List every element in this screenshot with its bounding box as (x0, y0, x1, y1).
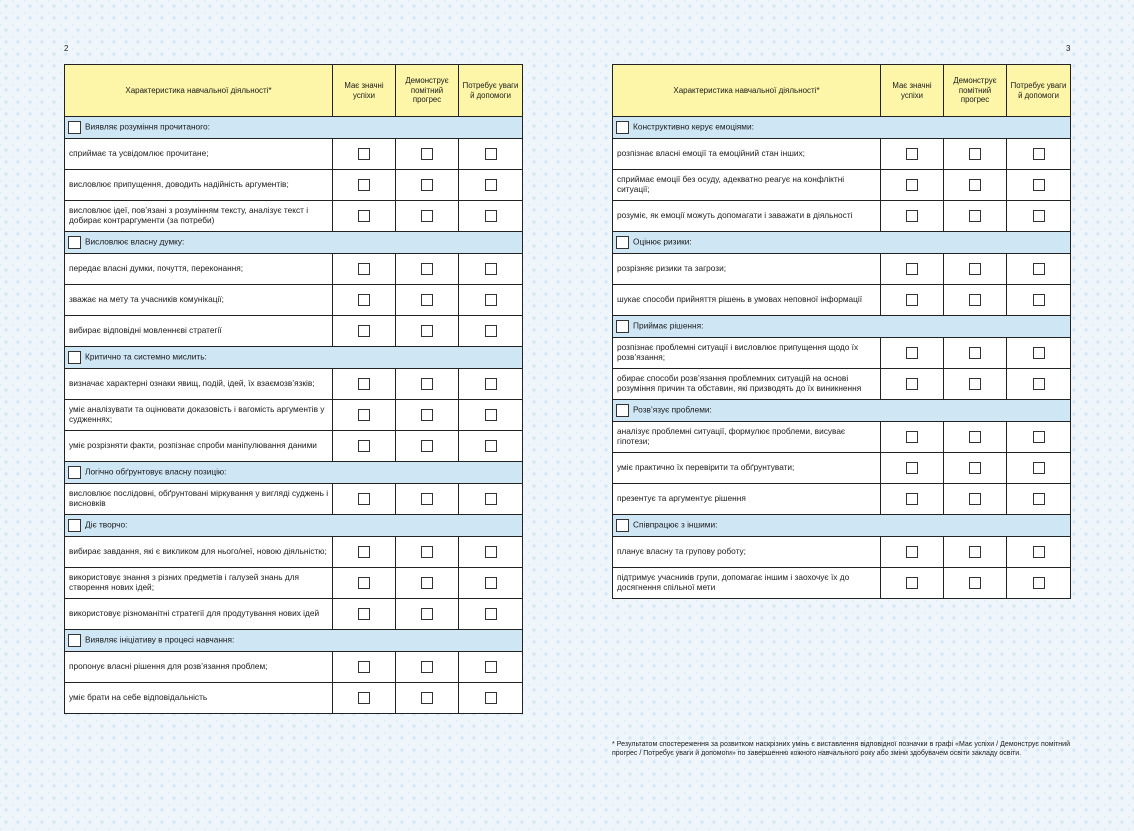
needs-attention-checkbox[interactable] (1033, 294, 1045, 306)
section-checkbox[interactable] (68, 634, 81, 647)
checkbox-cell (459, 400, 523, 431)
section-title: Співпрацює з іншими: (633, 519, 718, 530)
section-title: Конструктивно керує емоціями: (633, 121, 754, 132)
checkbox-cell (459, 369, 523, 400)
noticeable-progress-checkbox[interactable] (421, 493, 433, 505)
noticeable-progress-checkbox[interactable] (421, 661, 433, 673)
table-row (613, 338, 1071, 369)
section-cell (65, 117, 523, 139)
noticeable-progress-checkbox[interactable] (421, 263, 433, 275)
needs-attention-checkbox[interactable] (485, 661, 497, 673)
checkbox-cell (881, 139, 944, 170)
checkbox-cell (1007, 568, 1071, 599)
section-cell (65, 347, 523, 369)
checkbox-cell (944, 338, 1007, 369)
section-title: Розв’язує проблеми: (633, 404, 712, 415)
table-row (65, 652, 523, 683)
needs-attention-checkbox[interactable] (485, 263, 497, 275)
section-checkbox[interactable] (616, 320, 629, 333)
checkbox-cell (1007, 139, 1071, 170)
checkbox-cell (396, 400, 459, 431)
checkbox-cell (396, 285, 459, 316)
needs-attention-checkbox[interactable] (485, 210, 497, 222)
table-row (613, 568, 1071, 599)
checkbox-cell (333, 254, 396, 285)
criterion-text: уміє практично їх перевірити та обґрунтувати; (613, 453, 881, 484)
table-row (65, 170, 523, 201)
checkbox-cell (396, 170, 459, 201)
significant-success-checkbox[interactable] (906, 179, 918, 191)
table-row (613, 254, 1071, 285)
significant-success-checkbox[interactable] (358, 661, 370, 673)
noticeable-progress-checkbox[interactable] (969, 210, 981, 222)
checkbox-cell (333, 170, 396, 201)
checkbox-cell (333, 316, 396, 347)
checkbox-cell (396, 201, 459, 232)
criterion-text: планує власну та групову роботу; (613, 537, 881, 568)
section-cell (613, 400, 1071, 422)
criterion-text: уміє аналізувати та оцінювати доказовість і вагомість аргументів у судженнях; (65, 400, 333, 431)
section-checkbox[interactable] (68, 236, 81, 249)
table-row (65, 369, 523, 400)
table-row (613, 484, 1071, 515)
significant-success-checkbox[interactable] (906, 347, 918, 359)
significant-success-checkbox[interactable] (358, 577, 370, 589)
significant-success-checkbox[interactable] (358, 608, 370, 620)
table-row (65, 537, 523, 568)
section-row (65, 630, 523, 652)
section-row (65, 515, 523, 537)
checkbox-cell (459, 484, 523, 515)
checkbox-cell (944, 422, 1007, 453)
checkbox-cell (459, 599, 523, 630)
checkbox-cell (333, 537, 396, 568)
checkbox-cell (881, 285, 944, 316)
header-significant-success: Має значні успіхи (881, 65, 944, 117)
section-title: Виявляє ініціативу в процесі навчання: (85, 634, 235, 645)
checkbox-cell (396, 537, 459, 568)
section-checkbox[interactable] (616, 519, 629, 532)
table-row (613, 170, 1071, 201)
table-row (65, 139, 523, 170)
checkbox-cell (1007, 338, 1071, 369)
checkbox-cell (396, 316, 459, 347)
checkbox-cell (459, 683, 523, 714)
criterion-text: розуміє, як емоції можуть допомагати і заважати в діяльності (613, 201, 881, 232)
page-number-left: 2 (64, 44, 69, 53)
significant-success-checkbox[interactable] (906, 210, 918, 222)
header-characteristic: Характеристика навчальної діяльності* (613, 65, 881, 117)
section-title: Висловлює власну думку: (85, 236, 185, 247)
header-needs-attention: Потребує уваги й допомоги (459, 65, 523, 117)
noticeable-progress-checkbox[interactable] (969, 148, 981, 160)
noticeable-progress-checkbox[interactable] (421, 440, 433, 452)
checkbox-cell (396, 599, 459, 630)
noticeable-progress-checkbox[interactable] (969, 431, 981, 443)
header-characteristic: Характеристика навчальної діяльності* (65, 65, 333, 117)
significant-success-checkbox[interactable] (358, 325, 370, 337)
needs-attention-checkbox[interactable] (485, 325, 497, 337)
noticeable-progress-checkbox[interactable] (421, 608, 433, 620)
criterion-text: вибирає відповідні мовленнєві стратегії (65, 316, 333, 347)
needs-attention-checkbox[interactable] (1033, 378, 1045, 390)
checkbox-cell (944, 254, 1007, 285)
needs-attention-checkbox[interactable] (1033, 210, 1045, 222)
footnote: * Результатом спостереження за розвитком наскрізних умінь є виставлення відповідної позначки в графі «Має успіхи / Демонструє помітний прогрес / Потребує уваги й допомоги» по завершенню кожного навчального року або зміни здобувачем освіти закладу освіти. (612, 741, 1070, 758)
checkbox-cell (333, 484, 396, 515)
criterion-text: презентує та аргументує рішення (613, 484, 881, 515)
significant-success-checkbox[interactable] (906, 294, 918, 306)
checkbox-cell (881, 568, 944, 599)
checkbox-cell (881, 537, 944, 568)
checkbox-cell (881, 369, 944, 400)
section-checkbox[interactable] (68, 351, 81, 364)
needs-attention-checkbox[interactable] (485, 409, 497, 421)
section-cell (613, 232, 1071, 254)
table-row (65, 400, 523, 431)
table-row (613, 201, 1071, 232)
header-noticeable-progress: Демонструє помітний прогрес (396, 65, 459, 117)
section-row (613, 400, 1071, 422)
significant-success-checkbox[interactable] (358, 493, 370, 505)
noticeable-progress-checkbox[interactable] (421, 378, 433, 390)
section-cell (65, 515, 523, 537)
section-row (613, 316, 1071, 338)
criterion-text: шукає способи прийняття рішень в умовах неповної інформації (613, 285, 881, 316)
significant-success-checkbox[interactable] (906, 263, 918, 275)
checkbox-cell (1007, 369, 1071, 400)
checkbox-cell (459, 316, 523, 347)
checkbox-cell (944, 568, 1007, 599)
noticeable-progress-checkbox[interactable] (969, 546, 981, 558)
significant-success-checkbox[interactable] (358, 546, 370, 558)
checkbox-cell (333, 652, 396, 683)
significant-success-checkbox[interactable] (358, 409, 370, 421)
checkbox-cell (944, 484, 1007, 515)
significant-success-checkbox[interactable] (906, 431, 918, 443)
checkbox-cell (944, 139, 1007, 170)
table-row (65, 285, 523, 316)
noticeable-progress-checkbox[interactable] (421, 546, 433, 558)
section-row (613, 515, 1071, 537)
section-title: Діє творчо: (85, 519, 128, 530)
needs-attention-checkbox[interactable] (1033, 493, 1045, 505)
table-row (65, 568, 523, 599)
noticeable-progress-checkbox[interactable] (421, 210, 433, 222)
table-row (65, 431, 523, 462)
criterion-text: використовує знання з різних предметів і галузей знань для створення нових ідей; (65, 568, 333, 599)
table-row (613, 285, 1071, 316)
needs-attention-checkbox[interactable] (1033, 546, 1045, 558)
significant-success-checkbox[interactable] (906, 462, 918, 474)
criterion-text: обирає способи розв’язання проблемних ситуацій на основі розуміння причин та обставин, які призводять до їх виникнення (613, 369, 881, 400)
section-row (65, 462, 523, 484)
checkbox-cell (459, 652, 523, 683)
criterion-text: використовує різноманітні стратегії для продутування нових ідей (65, 599, 333, 630)
needs-attention-checkbox[interactable] (1033, 462, 1045, 474)
checkbox-cell (396, 139, 459, 170)
checkbox-cell (459, 537, 523, 568)
noticeable-progress-checkbox[interactable] (969, 263, 981, 275)
significant-success-checkbox[interactable] (358, 179, 370, 191)
table-row (65, 201, 523, 232)
criterion-text: висловлює припущення, доводить надійність аргументів; (65, 170, 333, 201)
section-cell (613, 316, 1071, 338)
noticeable-progress-checkbox[interactable] (421, 577, 433, 589)
criterion-text: уміє брати на себе відповідальність (65, 683, 333, 714)
checkbox-cell (944, 369, 1007, 400)
header-significant-success: Має значні успіхи (333, 65, 396, 117)
checkbox-cell (459, 201, 523, 232)
criterion-text: розрізняє ризики та загрози; (613, 254, 881, 285)
header-needs-attention: Потребує уваги й допомоги (1007, 65, 1071, 117)
criterion-text: пропонує власні рішення для розв’язання проблем; (65, 652, 333, 683)
section-title: Приймає рішення: (633, 320, 704, 331)
significant-success-checkbox[interactable] (906, 148, 918, 160)
checkbox-cell (881, 484, 944, 515)
page-number-right: 3 (1066, 44, 1071, 53)
section-cell (65, 462, 523, 484)
checkbox-cell (459, 431, 523, 462)
table-row (65, 254, 523, 285)
section-checkbox[interactable] (616, 236, 629, 249)
checkbox-cell (1007, 537, 1071, 568)
needs-attention-checkbox[interactable] (1033, 179, 1045, 191)
checkbox-cell (1007, 422, 1071, 453)
noticeable-progress-checkbox[interactable] (421, 179, 433, 191)
criterion-text: висловлює послідовні, обґрунтовані міркування у вигляді суджень і висновків (65, 484, 333, 515)
checkbox-cell (396, 431, 459, 462)
checkbox-cell (881, 201, 944, 232)
needs-attention-checkbox[interactable] (485, 179, 497, 191)
criterion-text: розпізнає власні емоції та емоційний стан інших; (613, 139, 881, 170)
checkbox-cell (333, 139, 396, 170)
checkbox-cell (333, 431, 396, 462)
checkbox-cell (333, 285, 396, 316)
needs-attention-checkbox[interactable] (485, 440, 497, 452)
checkbox-cell (396, 484, 459, 515)
evaluation-table-right (612, 64, 1071, 599)
section-title: Виявляє розуміння прочитаного: (85, 121, 210, 132)
checkbox-cell (944, 170, 1007, 201)
needs-attention-checkbox[interactable] (1033, 431, 1045, 443)
section-cell (65, 232, 523, 254)
noticeable-progress-checkbox[interactable] (421, 409, 433, 421)
significant-success-checkbox[interactable] (906, 378, 918, 390)
section-checkbox[interactable] (68, 121, 81, 134)
significant-success-checkbox[interactable] (358, 378, 370, 390)
section-checkbox[interactable] (68, 519, 81, 532)
noticeable-progress-checkbox[interactable] (421, 148, 433, 160)
header-noticeable-progress: Демонструє помітний прогрес (944, 65, 1007, 117)
checkbox-cell (944, 537, 1007, 568)
criterion-text: вибирає завдання, які є викликом для нього/неї, новою діяльністю; (65, 537, 333, 568)
checkbox-cell (459, 254, 523, 285)
criterion-text: передає власні думки, почуття, переконання; (65, 254, 333, 285)
checkbox-cell (396, 683, 459, 714)
noticeable-progress-checkbox[interactable] (969, 493, 981, 505)
checkbox-cell (396, 254, 459, 285)
checkbox-cell (881, 453, 944, 484)
significant-success-checkbox[interactable] (358, 692, 370, 704)
needs-attention-checkbox[interactable] (485, 546, 497, 558)
needs-attention-checkbox[interactable] (485, 148, 497, 160)
criterion-text: зважає на мету та учасників комунікації; (65, 285, 333, 316)
checkbox-cell (396, 568, 459, 599)
checkbox-cell (1007, 285, 1071, 316)
checkbox-cell (396, 652, 459, 683)
table-row (65, 484, 523, 515)
table-row (65, 599, 523, 630)
checkbox-cell (333, 568, 396, 599)
checkbox-cell (1007, 453, 1071, 484)
checkbox-cell (333, 201, 396, 232)
section-row (613, 232, 1071, 254)
checkbox-cell (881, 254, 944, 285)
criterion-text: уміє розрізняти факти, розпізнає спроби маніпулювання даними (65, 431, 333, 462)
table-row (613, 139, 1071, 170)
criterion-text: визначає характерні ознаки явищ, подій, ідей, їх взаємозв’язків; (65, 369, 333, 400)
checkbox-cell (333, 369, 396, 400)
noticeable-progress-checkbox[interactable] (421, 325, 433, 337)
section-cell (613, 117, 1071, 139)
section-row (65, 117, 523, 139)
section-row (613, 117, 1071, 139)
needs-attention-checkbox[interactable] (485, 378, 497, 390)
noticeable-progress-checkbox[interactable] (969, 294, 981, 306)
checkbox-cell (881, 422, 944, 453)
checkbox-cell (881, 170, 944, 201)
section-row (65, 232, 523, 254)
noticeable-progress-checkbox[interactable] (969, 378, 981, 390)
noticeable-progress-checkbox[interactable] (969, 462, 981, 474)
noticeable-progress-checkbox[interactable] (969, 347, 981, 359)
section-cell (613, 515, 1071, 537)
needs-attention-checkbox[interactable] (485, 294, 497, 306)
checkbox-cell (459, 285, 523, 316)
checkbox-cell (396, 369, 459, 400)
table-row (613, 422, 1071, 453)
needs-attention-checkbox[interactable] (485, 608, 497, 620)
criterion-text: аналізує проблемні ситуації, формулює проблеми, висуває гіпотези; (613, 422, 881, 453)
significant-success-checkbox[interactable] (906, 546, 918, 558)
criterion-text: сприймає емоції без осуду, адекватно реагує на конфліктні ситуації; (613, 170, 881, 201)
checkbox-cell (333, 683, 396, 714)
checkbox-cell (333, 400, 396, 431)
significant-success-checkbox[interactable] (358, 263, 370, 275)
needs-attention-checkbox[interactable] (1033, 263, 1045, 275)
significant-success-checkbox[interactable] (358, 440, 370, 452)
checkbox-cell (944, 285, 1007, 316)
table-row (65, 683, 523, 714)
checkbox-cell (1007, 254, 1071, 285)
noticeable-progress-checkbox[interactable] (969, 577, 981, 589)
needs-attention-checkbox[interactable] (1033, 347, 1045, 359)
section-cell (65, 630, 523, 652)
noticeable-progress-checkbox[interactable] (969, 179, 981, 191)
table-row (65, 316, 523, 347)
checkbox-cell (1007, 170, 1071, 201)
section-checkbox[interactable] (616, 404, 629, 417)
noticeable-progress-checkbox[interactable] (421, 294, 433, 306)
needs-attention-checkbox[interactable] (485, 493, 497, 505)
significant-success-checkbox[interactable] (358, 148, 370, 160)
needs-attention-checkbox[interactable] (485, 692, 497, 704)
significant-success-checkbox[interactable] (358, 294, 370, 306)
section-title: Критично та системно мислить: (85, 351, 207, 362)
checkbox-cell (1007, 484, 1071, 515)
checkbox-cell (944, 201, 1007, 232)
table-row (613, 537, 1071, 568)
table-row (613, 369, 1071, 400)
table-row (613, 453, 1071, 484)
needs-attention-checkbox[interactable] (485, 577, 497, 589)
section-title: Логічно обґрунтовує власну позицію: (85, 466, 227, 477)
checkbox-cell (333, 599, 396, 630)
section-checkbox[interactable] (616, 121, 629, 134)
significant-success-checkbox[interactable] (906, 493, 918, 505)
significant-success-checkbox[interactable] (358, 210, 370, 222)
criterion-text: підтримує учасників групи, допомагає іншим і заохочує їх до досягнення спільної мети (613, 568, 881, 599)
checkbox-cell (1007, 201, 1071, 232)
significant-success-checkbox[interactable] (906, 577, 918, 589)
section-checkbox[interactable] (68, 466, 81, 479)
checkbox-cell (459, 568, 523, 599)
criterion-text: висловлює ідеї, пов’язані з розумінням тексту, аналізує текст і добирає контраргументи (за потреби) (65, 201, 333, 232)
section-title: Оцінює ризики: (633, 236, 692, 247)
section-row (65, 347, 523, 369)
criterion-text: розпізнає проблемні ситуації і висловлює припущення щодо їх розв’язання; (613, 338, 881, 369)
criterion-text: сприймає та усвідомлює прочитане; (65, 139, 333, 170)
needs-attention-checkbox[interactable] (1033, 577, 1045, 589)
needs-attention-checkbox[interactable] (1033, 148, 1045, 160)
checkbox-cell (944, 453, 1007, 484)
checkbox-cell (459, 170, 523, 201)
noticeable-progress-checkbox[interactable] (421, 692, 433, 704)
evaluation-table-left (64, 64, 523, 714)
checkbox-cell (459, 139, 523, 170)
checkbox-cell (881, 338, 944, 369)
